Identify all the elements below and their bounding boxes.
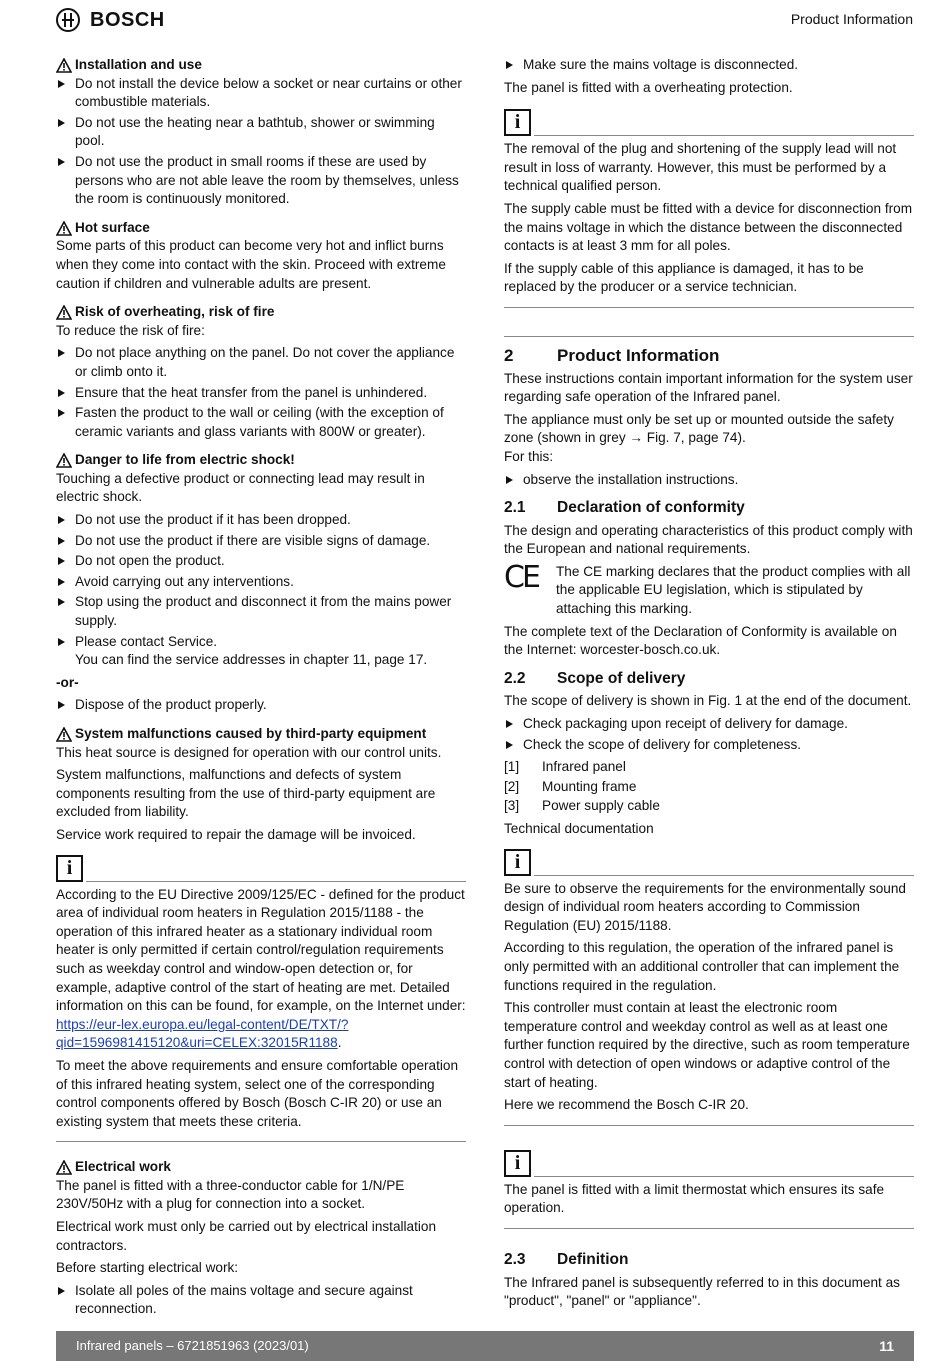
warning-title: System malfunctions caused by third-party equipment [75, 726, 427, 741]
subsection-heading [504, 499, 914, 518]
section-title: Definition [557, 1250, 629, 1268]
subsection-heading [504, 670, 914, 689]
paragraph: The design and operating characteristics of this product comply with the European and national requirements. [504, 522, 913, 557]
paragraph: For this: [504, 448, 554, 464]
eur-lex-link[interactable]: https://eur-lex.europa.eu/legal-content/DE/TXT/?qid=1596981415120&uri=CELEX:32015R1188 [56, 1016, 349, 1051]
list-item: Do not use the heating near a bathtub, shower or swimming pool. [56, 114, 466, 151]
electrical-warning [56, 1158, 466, 1319]
right-column [504, 56, 914, 1315]
malfunction-warning [56, 725, 466, 845]
paragraph: The scope of delivery is shown in Fig. 1 at the end of the document. [504, 693, 912, 709]
paragraph: Here we recommend the Bosch C-IR 20. [504, 1097, 749, 1113]
warning-heading [56, 451, 466, 470]
left-column [56, 56, 466, 1329]
list-item: Stop using the product and disconnect it from the mains power supply. [56, 593, 466, 630]
brand-name: BOSCH [90, 8, 165, 31]
list-item: Avoid carrying out any interventions. [56, 573, 466, 592]
paragraph: Before starting electrical work: [56, 1260, 239, 1276]
paragraph: The panel is fitted with a limit thermostat which ensures its safe operation. [504, 1181, 885, 1216]
list-item: Do not place anything on the panel. Do not cover the appliance or climb onto it. [56, 344, 466, 381]
info-icon: i [504, 849, 531, 876]
parts-list [504, 758, 914, 816]
part-number: [2] [504, 778, 520, 794]
warning-heading [56, 1158, 466, 1177]
bullet-list [56, 696, 466, 715]
section-title: Declaration of conformity [557, 499, 745, 517]
divider [534, 875, 914, 876]
list-item: observe the installation instructions. [504, 471, 914, 490]
or-label: -or- [56, 674, 79, 690]
info-icon: i [504, 109, 531, 136]
paragraph: To meet the above requirements and ensure comfortable operation of this infrared heating system, select one of the corresponding control components offered by Bosch (Bosch C-IR 20) or use an existing system that meets these criteria. [56, 1057, 459, 1129]
section-title: Scope of delivery [557, 669, 686, 687]
info-header [504, 109, 914, 136]
hot-surface-warning [56, 219, 466, 293]
warning-title: Electrical work [75, 1159, 171, 1175]
paragraph: Technical documentation [504, 821, 654, 836]
paragraph: The panel is fitted with a three-conductor cable for 1/N/PE 230V/50Hz with a plug for connection into a socket. [56, 1177, 405, 1212]
paragraph: Electrical work must only be carried out by electrical installation contractors. [56, 1219, 437, 1253]
info-icon: i [56, 855, 83, 882]
paragraph: Service work required to repair the damage will be invoiced. [56, 826, 416, 842]
ce-mark-icon: CE [504, 559, 538, 595]
section-title: Product Information [557, 345, 720, 365]
paragraph: System malfunctions, malfunctions and defects of system components resulting from the use of third-party equipment are excluded from liability. [56, 767, 436, 820]
info-header [504, 1150, 914, 1177]
warning-title: Risk of overheating, risk of fire [75, 304, 275, 320]
warning-title: Installation and use [75, 57, 202, 72]
info-box [504, 109, 914, 308]
brand-logo [56, 8, 165, 32]
info-box [504, 849, 914, 1126]
bullet-list [56, 75, 466, 209]
list-item: Make sure the mains voltage is disconnected. [504, 56, 914, 75]
warning-heading [56, 219, 466, 238]
fire-warning [56, 303, 466, 441]
list-item: Do not install the device below a socket or near curtains or other combustible materials. [56, 75, 466, 112]
shock-warning [56, 451, 466, 715]
list-item: Fasten the product to the wall or ceiling (with the exception of ceramic variants and glass variants with 800W or greater). [56, 404, 466, 441]
warning-title: Danger to life from electric shock! [75, 452, 295, 468]
warning-icon [56, 453, 72, 468]
part-label: Power supply cable [542, 798, 660, 814]
paragraph: The CE marking declares that the product complies with all the applicable EU legislation, which is stipulated by attaching this marking. [556, 563, 911, 617]
info-box [56, 855, 466, 1143]
warning-heading [56, 725, 466, 744]
part-label: Mounting frame [542, 778, 637, 794]
paragraph: These instructions contain important information for the system user regarding safe operation of the Infrared panel. [504, 370, 913, 405]
warning-icon [56, 1160, 72, 1175]
list-item: Isolate all poles of the mains voltage and secure against reconnection. [56, 1282, 466, 1319]
paragraph: The panel is fitted with a overheating protection. [504, 79, 793, 95]
section-title: Product Information [790, 11, 913, 27]
ce-marking-row [504, 559, 914, 619]
part-item [504, 797, 914, 816]
part-item [504, 758, 914, 777]
bullet-list [504, 471, 914, 490]
list-item: Dispose of the product properly. [56, 696, 466, 715]
paragraph: This controller must contain at least the electronic room temperature control and weekday control as well as at least one further function required by the directive, such as room temperature control with detection of open windows or adaptive control of the start of heating. [504, 1000, 910, 1090]
info-box [504, 1150, 914, 1229]
paragraph: Be sure to observe the requirements for the environmentally sound design of individual room heaters according to Commission Regulation (EU) 2015/1188. [504, 880, 906, 933]
divider [534, 135, 914, 136]
electrical-continued [504, 56, 914, 97]
contact-line: Please contact Service. [75, 633, 218, 649]
paragraph: The complete text of the Declaration of Conformity is available on the Internet: worcester-bosch.co.uk. [504, 623, 897, 658]
divider [86, 881, 466, 882]
bullet-list [504, 56, 914, 75]
warning-title: Hot surface [75, 219, 150, 235]
warning-icon [56, 727, 72, 742]
section-number: 2.2 [504, 669, 526, 687]
period: . [337, 1035, 342, 1051]
part-number: [3] [504, 798, 520, 814]
paragraph: According to this regulation, the operation of the infrared panel is only permitted with an additional controller that can implement the functions required in the regulation. [504, 940, 900, 993]
paragraph [56, 886, 466, 1053]
paragraph: The supply cable must be fitted with a device for disconnection from the mains voltage in which the distance between the disconnected contacts is at least 3 mm for all poles. [504, 200, 913, 254]
info-header [504, 849, 914, 876]
list-item: Check the scope of delivery for completeness. [504, 736, 914, 755]
subsection-heading [504, 1251, 914, 1270]
list-item: Do not open the product. [56, 552, 466, 571]
paragraph: The appliance must only be set up or mounted outside the safety zone (shown in grey → Fig. 7, page 74). [504, 411, 894, 446]
list-item: Do not use the product if it has been dropped. [56, 511, 466, 530]
info-icon: i [504, 1150, 531, 1177]
bosch-armature-icon [56, 8, 80, 32]
paragraph: This heat source is designed for operation with our control units. [56, 744, 442, 760]
warning-heading [56, 303, 466, 322]
list-item: Do not use the product if there are visible signs of damage. [56, 532, 466, 551]
list-item: Do not use the product in small rooms if these are used by persons who are not able leave the room by themselves, unless the room is continuously monitored. [56, 153, 466, 209]
document-reference: Infrared panels – 6721851963 (2023/01) [76, 1337, 309, 1353]
paragraph: To reduce the risk of fire: [56, 322, 205, 338]
warning-heading [56, 56, 466, 75]
paragraph: Some parts of this product can become very hot and inflict burns when they come into contact with the skin. Proceed with extreme caution if children and vulnerable adults are present. [56, 238, 446, 291]
warning-icon [56, 305, 72, 320]
part-number: [1] [504, 759, 520, 775]
section-heading [504, 336, 914, 366]
paragraph: The Infrared panel is subsequently referred to in this document as "product", "panel" or "appliance". [504, 1274, 900, 1309]
page-number: 11 [879, 1337, 894, 1354]
warning-icon [56, 58, 72, 73]
bullet-list [56, 511, 466, 670]
part-label: Infrared panel [542, 759, 626, 775]
list-item: Check packaging upon receipt of delivery for damage. [504, 715, 914, 734]
paragraph: The removal of the plug and shortening of the supply lead will not result in loss of warranty. However, this must be performed by a technical qualified person. [504, 141, 897, 194]
info-header [56, 855, 466, 882]
list-item [56, 633, 466, 670]
bullet-list [504, 715, 914, 754]
warning-icon [56, 221, 72, 236]
divider [534, 1176, 914, 1177]
section-number: 2 [504, 345, 514, 365]
page-footer [56, 1331, 914, 1361]
list-item: Ensure that the heat transfer from the panel is unhindered. [56, 384, 466, 403]
directive-text: According to the EU Directive 2009/125/EC - defined for the product area of individual room heaters in Regulation 2015/1188 - the operation of this infrared heater as a stationary individual room heater is only permitted if certain control/regulation requirements such as weekday control and window-open detection or, for example, adaptive control of the start of heating are met. Detailed information on this can be found, for example, on the Internet under: [56, 886, 466, 1014]
section-number: 2.1 [504, 499, 526, 517]
paragraph: Touching a defective product or connecting lead may result in electric shock. [56, 470, 425, 505]
part-item [504, 778, 914, 797]
installation-warning [56, 56, 466, 209]
service-address-line: You can find the service addresses in chapter 11, page 17. [75, 652, 428, 668]
bullet-list [56, 1282, 466, 1319]
paragraph: If the supply cable of this appliance is damaged, it has to be replaced by the producer or a service technician. [504, 260, 864, 295]
section-number: 2.3 [504, 1250, 526, 1268]
bullet-list [56, 344, 466, 441]
